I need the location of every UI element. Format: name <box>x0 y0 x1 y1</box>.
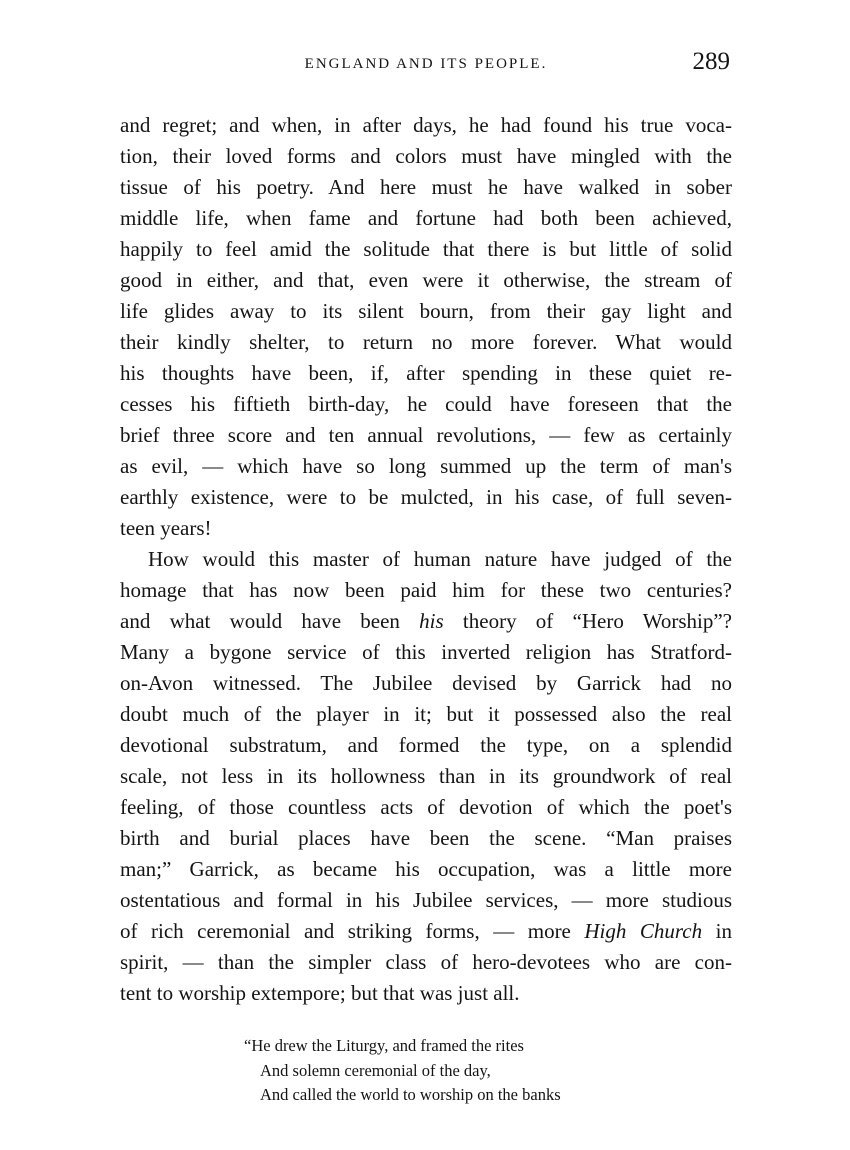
text-line: middle life, when fame and fortune had both been achieved, <box>120 206 732 230</box>
running-head <box>120 48 732 82</box>
text-line: scale, not less in its hollowness than in its groundwork of real <box>120 764 732 788</box>
text-line: life glides away to its silent bourn, from their gay light and <box>120 299 732 323</box>
text-line <box>120 606 732 637</box>
text-line: tent to worship extempore; but that was just all. <box>120 981 520 1005</box>
text-line: ostentatious and formal in his Jubilee services, — more studious <box>120 888 732 912</box>
text-line: brief three score and ten annual revolutions, — few as certainly <box>120 423 732 447</box>
text-line: Many a bygone service of this inverted religion has Stratford- <box>120 640 732 664</box>
verse-line: And called the world to worship on the banks <box>260 1085 561 1104</box>
text-line: man;” Garrick, as became his occupation, was a little more <box>120 857 732 881</box>
text-fragment: of rich ceremonial and striking forms, — more <box>120 919 585 943</box>
text-fragment: in <box>702 919 732 943</box>
italic-emphasis: High Church <box>584 919 703 943</box>
text-line: doubt much of the player in it; but it possessed also the real <box>120 702 732 726</box>
verse-line: “He drew the Liturgy, and framed the rites <box>244 1036 524 1055</box>
text-line: happily to feel amid the solitude that there is but little of solid <box>120 237 732 261</box>
text-line: on-Avon witnessed. The Jubilee devised by Garrick had no <box>120 671 732 695</box>
text-line: their kindly shelter, to return no more forever. What would <box>120 330 732 354</box>
text-line: devotional substratum, and formed the type, on a splendid <box>120 733 732 757</box>
text-line: earthly existence, were to be mulcted, in his case, of full seven- <box>120 485 732 509</box>
text-line: teen years! <box>120 516 212 540</box>
text-line: cesses his fiftieth birth-day, he could have foreseen that the <box>120 392 732 416</box>
text-line: birth and burial places have been the scene. “Man praises <box>120 826 732 850</box>
text-line: his thoughts have been, if, after spending in these quiet re- <box>120 361 732 385</box>
text-fragment: theory of “Hero Worship”? <box>443 609 732 633</box>
text-fragment: and what would have been <box>120 609 420 633</box>
text-line <box>120 916 732 947</box>
text-line: as evil, — which have so long summed up the term of man's <box>120 454 732 478</box>
italic-emphasis: his <box>419 609 444 633</box>
text-line: tion, their loved forms and colors must have mingled with the <box>120 144 732 168</box>
text-line: spirit, — than the simpler class of hero-devotees who are con- <box>120 950 732 974</box>
text-line: How would this master of human nature have judged of the <box>148 547 732 571</box>
verse-quotation <box>244 1034 664 1108</box>
verse-line: And solemn ceremonial of the day, <box>260 1060 491 1080</box>
running-title: ENGLAND AND ITS PEOPLE. <box>304 56 548 72</box>
text-line: good in either, and that, even were it otherwise, the stream of <box>120 268 732 292</box>
page-number: 289 <box>692 48 730 75</box>
body-text <box>120 110 732 1009</box>
text-line: feeling, of those countless acts of devotion of which the poet's <box>120 795 732 819</box>
text-line: homage that has now been paid him for these two centuries? <box>120 578 732 602</box>
text-line: and regret; and when, in after days, he had found his true voca- <box>120 113 732 137</box>
text-line: tissue of his poetry. And here must he have walked in sober <box>120 175 732 199</box>
